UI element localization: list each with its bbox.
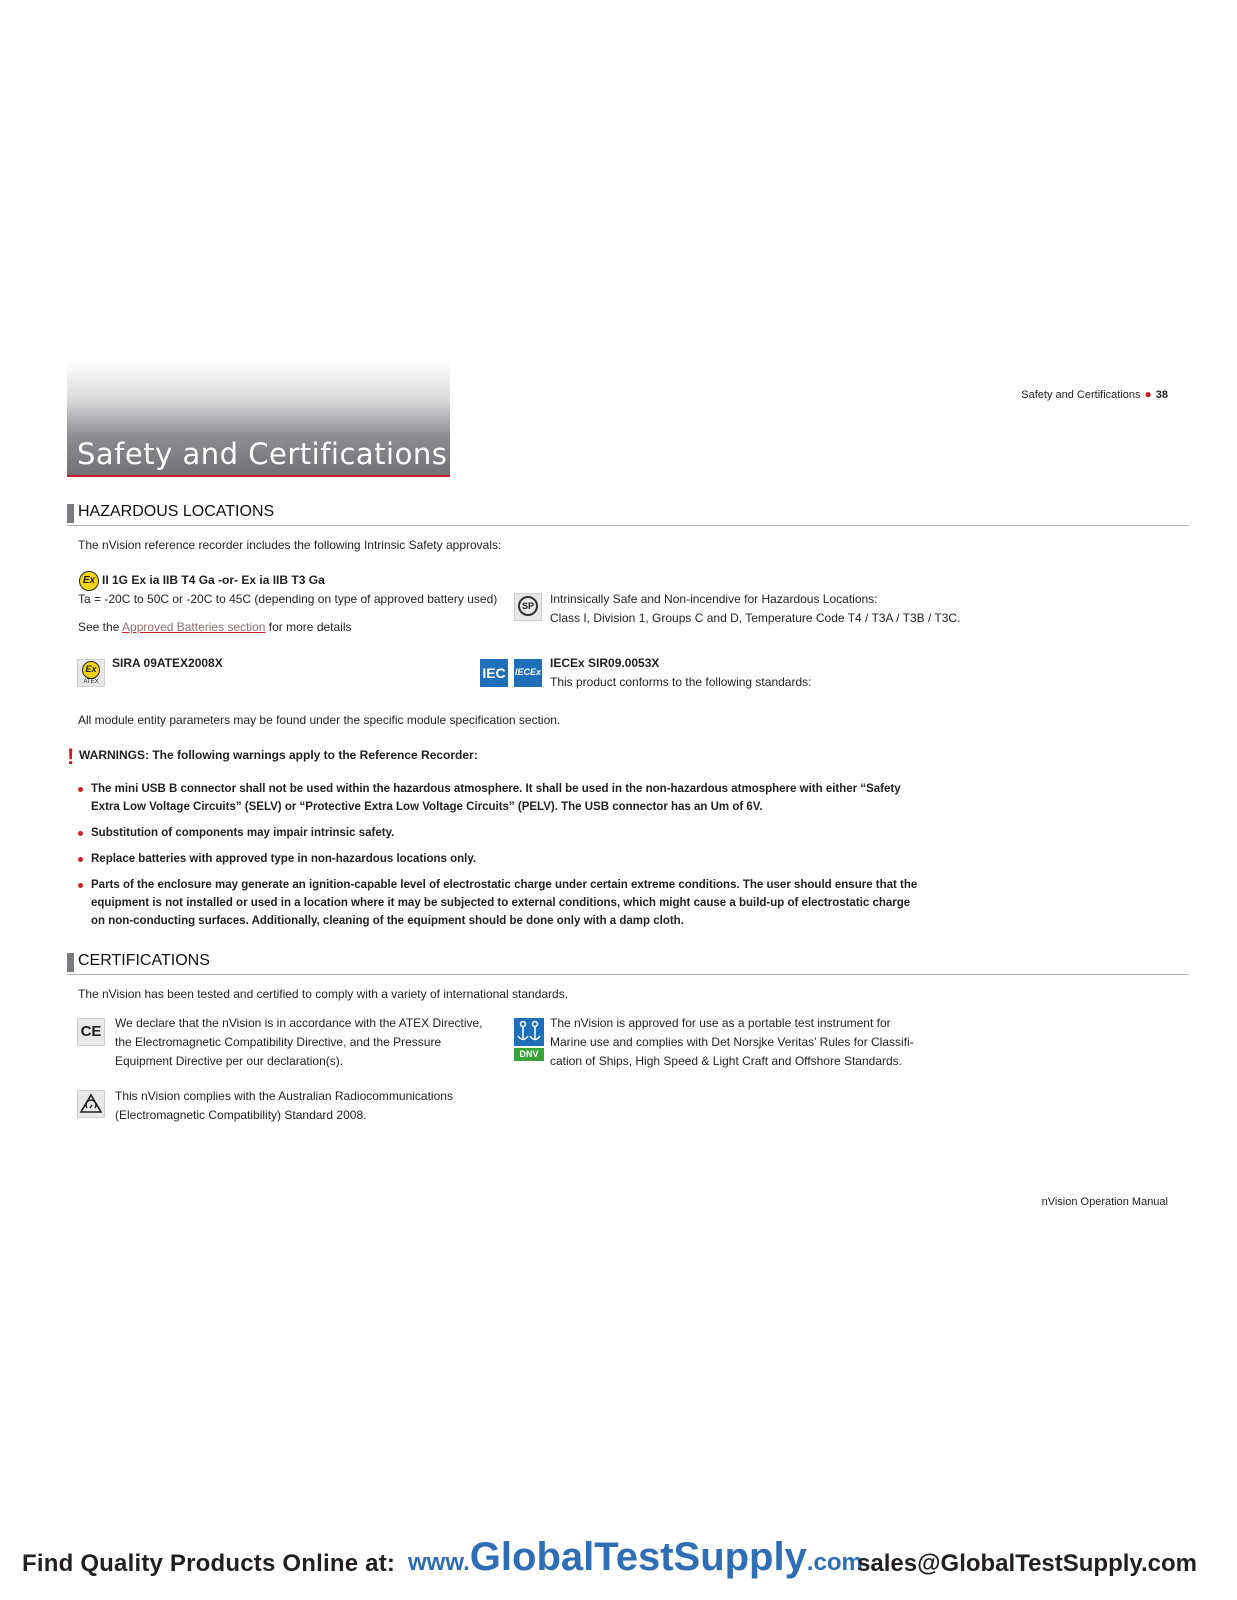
iecex-standards-note: This product conforms to the following standards: [550,675,812,689]
running-head-title: Safety and Certifications [1021,389,1141,401]
warnings-list [78,780,918,938]
warnings-label: WARNINGS: [79,748,149,762]
promo-com: .com [806,1549,863,1576]
see-batteries-line [78,618,352,637]
see-suffix: for more details [265,620,352,634]
promo-website[interactable] [408,1535,863,1580]
promo-www: www. [408,1549,470,1576]
warning-item: Parts of the enclosure may generate an ignition-capable level of electrostatic charge under certain extreme conditions. The user should ensure that the equipment is not installed or used in a location where it may be subjected to external conditions, which might cause a build-up of electrostatic charge on non-conducting surfaces. Additionally, cleaning of the equipment should be done only with a damp cloth. [78,876,918,930]
section-title: CERTIFICATIONS [78,952,210,969]
dnv-logo-icon: DNV [514,1048,544,1061]
section-bar [67,953,74,972]
dnv-ship-icon [514,1018,544,1046]
csa-mark-icon: SP [518,596,538,616]
atex-icon-box [77,659,105,687]
section-heading-certifications [67,952,1189,975]
sira-certificate: SIRA 09ATEX2008X [112,656,223,670]
section-bar [67,504,74,523]
iecex-logo-icon: IECEx [514,659,542,687]
see-prefix: See the [78,620,123,634]
warnings-text: The following warnings apply to the Reference Recorder: [149,748,478,762]
csa-icon-box [514,593,542,621]
csa-line-2: Class I, Division 1, Groups C and D, Temperature Code T4 / T3A / T3B / T3C. [550,611,961,625]
hazardous-intro: The nVision reference recorder includes the following Intrinsic Safety approvals: [78,538,502,552]
ce-line-2: the Electromagnetic Compatibility Directive, and the Pressure [115,1035,442,1049]
manual-footer: nVision Operation Manual [1041,1196,1168,1208]
warning-item: The mini USB B connector shall not be used within the hazardous atmosphere. It shall be used in the non-hazardous atmosphere with either “Safety Extra Low Voltage Circuits” (SELV) or “Protective Extra Low Voltage Circuits” (PELV). The USB connector has an Um of 6V. [78,780,918,816]
ce-line-3: Equipment Directive per our declaration(s). [115,1054,344,1068]
iec-logo-icon: IEC [480,659,508,687]
bullet-dot-icon: ● [1144,387,1152,401]
chapter-banner [67,361,450,477]
ex-mark-icon: Ex [79,571,99,591]
section-heading-hazardous [67,503,1189,526]
warning-item: Substitution of components may impair intrinsic safety. [78,824,918,842]
warning-item: Replace batteries with approved type in non-hazardous locations only. [78,850,918,868]
dnv-line-3: cation of Ships, High Speed & Light Craft and Offshore Standards. [550,1054,902,1068]
promo-left-text: Find Quality Products Online at: [22,1550,396,1577]
page-number: 38 [1155,389,1168,401]
warnings-heading [79,746,478,765]
running-head [1021,387,1168,401]
promo-brand: GlobalTestSupply [469,1535,807,1579]
warning-exclamation-icon: ! [67,744,75,769]
promo-email[interactable]: sales@GlobalTestSupply.com [857,1550,1197,1577]
atex-marking: II 1G Ex ia IIB T4 Ga -or- Ex ia IIB T3 Ga [102,573,325,587]
ta-range: Ta = -20C to 50C or -20C to 45C (depending on type of approved battery used) [78,592,498,606]
ce-mark-icon: CE [77,1018,105,1046]
rcm-mark-icon [77,1090,105,1118]
atex-icon-label: ATEX [83,679,99,685]
iecex-certificate: IECEx SIR09.0053X [550,656,660,670]
dnv-line-1: The nVision is approved for use as a portable test instrument for [550,1016,891,1030]
atex-ex-icon: Ex [82,661,100,679]
chapter-title: Safety and Certifications [77,437,448,471]
rcm-line-1: This nVision complies with the Australian Radiocommunications [115,1089,453,1103]
certifications-intro: The nVision has been tested and certified to comply with a variety of international standards. [78,987,569,1001]
section-title: HAZARDOUS LOCATIONS [78,503,275,520]
rcm-line-2: (Electromagnetic Compatibility) Standard 2008. [115,1108,367,1122]
approved-batteries-link[interactable]: Approved Batteries section [122,620,266,634]
csa-line-1: Intrinsically Safe and Non-incendive for Hazardous Locations: [550,592,878,606]
ce-line-1: We declare that the nVision is in accordance with the ATEX Directive, [115,1016,483,1030]
dnv-line-2: Marine use and complies with Det Norsjke Veritas’ Rules for Classifi- [550,1035,914,1049]
entity-note: All module entity parameters may be found under the specific module specification section. [78,713,561,727]
